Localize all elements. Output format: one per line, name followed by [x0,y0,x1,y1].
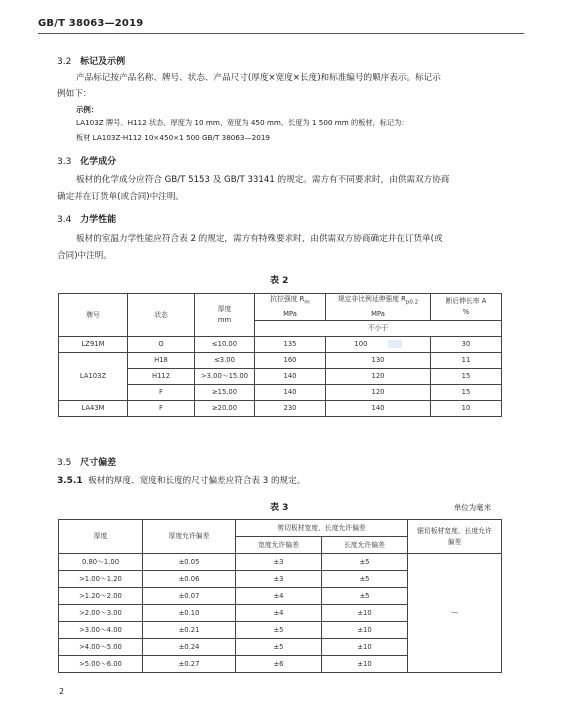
section-number: 3.5.1 [57,476,83,486]
cell-tensile: 135 [255,337,326,353]
header-not-less-than: 不小于 [255,321,502,337]
cell-elongation: 30 [431,337,502,353]
section-3-4-paragraph-line1: 板材的室温力学性能应符合表 2 的规定，需方有特殊要求时，由供需双方协商确定并在订货单(或 [76,234,443,244]
cell-yield: 140 [326,401,431,417]
cell-thickness: >1.20～2.00 [59,588,143,605]
cell-thickness-tolerance: ±0.27 [143,656,236,673]
cell-elongation: 15 [431,385,502,401]
section-3-4-heading [57,212,116,225]
cell-thickness: >1.00～1.20 [59,571,143,588]
table-header-row [59,294,502,321]
example-label: 示例： [76,105,99,114]
cell-length-tolerance: ±5 [322,588,408,605]
cell-yield: 120 [326,385,431,401]
selection-highlight [388,340,402,348]
table-row [59,337,502,353]
cell-thickness: >3.00～15.00 [195,369,255,385]
cell-width-tolerance: ±5 [236,639,322,656]
header-width-tolerance: 宽度允许偏差 [236,537,322,554]
cell-width-tolerance: ±6 [236,656,322,673]
cell-state: F [128,401,195,417]
cell-thickness: ≥15.00 [195,385,255,401]
table-row [59,401,502,417]
header-thickness: 厚度 [59,520,143,554]
section-number: 3.2 [57,57,72,67]
cell-tensile: 140 [255,385,326,401]
cell-thickness-tolerance: ±0.07 [143,588,236,605]
header-shear-tolerance: 剪切板材宽度、长度允许偏差 [236,520,408,537]
section-3-3-heading [57,154,116,167]
section-3-5-1-line [57,474,305,486]
cell-elongation: 11 [431,353,502,369]
cell-tensile: 140 [255,369,326,385]
header-elongation: 断后伸长率 A % [431,294,502,321]
section-3-5-heading [57,455,116,468]
cell-grade: LA43M [59,401,128,417]
section-3-3-paragraph-line1: 板材的化学成分应符合 GB/T 5153 及 GB/T 33141 的规定。需方有不同要求时，由供需双方协商 [76,175,450,185]
section-title: 尺寸偏差 [80,458,117,468]
header-length-tolerance: 长度允许偏差 [322,537,408,554]
table-header-row [59,520,502,537]
cell-elongation: 10 [431,401,502,417]
header-thickness: 厚度 mm [195,294,255,337]
cell-state: H112 [128,369,195,385]
cell-width-tolerance: ±3 [236,571,322,588]
section-number: 3.5 [57,458,72,468]
table-row [59,353,502,369]
header-yield: 规定非比例延伸强度 $R_{p0.2}$ MPa [326,294,431,321]
cell-thickness: >4.00～5.00 [59,639,143,656]
header-tensile: 抗拉强度 $R_m$ MPa [255,294,326,321]
cell-thickness: >2.00～3.00 [59,605,143,622]
header-saw-tolerance: 锯切板材宽度、长度允许偏差 [408,520,502,554]
cell-thickness: >5.00～6.00 [59,656,143,673]
cell-width-tolerance: ±3 [236,554,322,571]
cell-length-tolerance: ±10 [322,639,408,656]
cell-length-tolerance: ±5 [322,554,408,571]
dimension-tolerance-table [58,519,502,673]
cell-thickness-tolerance: ±0.06 [143,571,236,588]
cell-state: F [128,385,195,401]
page-number: 2 [59,687,65,696]
cell-thickness: >3.00～4.00 [59,622,143,639]
table-3-unit-note: 单位为毫米 [454,503,491,512]
section-title: 力学性能 [80,215,117,225]
cell-state: H18 [128,353,195,369]
header-thickness-tolerance: 厚度允许偏差 [143,520,236,554]
table-2-caption: 表 2 [270,276,289,286]
cell-length-tolerance: ±10 [322,622,408,639]
cell-thickness-tolerance: ±0.05 [143,554,236,571]
cell-length-tolerance: ±5 [322,571,408,588]
cell-width-tolerance: ±5 [236,622,322,639]
cell-tensile: 160 [255,353,326,369]
cell-thickness: ≥20.00 [195,401,255,417]
cell-thickness-tolerance: ±0.24 [143,639,236,656]
cell-length-tolerance: ±10 [322,656,408,673]
cell-length-tolerance: ±10 [322,605,408,622]
section-3-5-1-text: 板材的厚度、宽度和长度的尺寸偏差应符合表 3 的规定。 [88,476,306,486]
cell-thickness-tolerance: ±0.21 [143,622,236,639]
section-3-2-paragraph-line1: 产品标记按产品名称、牌号、状态、产品尺寸(厚度×宽度×长度)和标准编号的顺序表示。标记示 [76,73,441,83]
section-title: 化学成分 [80,157,117,167]
cell-width-tolerance: ±4 [236,605,322,622]
cell-yield: 130 [326,353,431,369]
cell-grade: LA103Z [59,353,128,401]
cell-yield: 120 [326,369,431,385]
table-row [59,554,502,571]
cell-state: O [128,337,195,353]
cell-thickness-tolerance: ±0.10 [143,605,236,622]
cell-thickness: ≤3.00 [195,353,255,369]
mechanical-properties-table [58,293,502,417]
cell-yield: 100 [326,337,431,353]
section-number: 3.4 [57,215,72,225]
section-3-2-paragraph-line2: 例如下： [57,89,92,99]
cell-grade: LZ91M [59,337,128,353]
section-title: 标记及示例 [80,57,126,67]
section-3-2-heading [57,54,125,67]
example-line2: 板材 LA103Z-H112 10×450×1 500 GB/T 38063—2019 [76,133,270,142]
header-grade: 牌号 [59,294,128,337]
cell-thickness: ≤10.00 [195,337,255,353]
header-rule [38,33,524,34]
cell-saw-tolerance: — [408,554,502,673]
cell-thickness: 0.80～1.00 [59,554,143,571]
example-line1: LA103Z 牌号、H112 状态、厚度为 10 mm、宽度为 450 mm、长度为 1 500 mm 的板材，标记为： [76,118,409,127]
cell-elongation: 15 [431,369,502,385]
section-number: 3.3 [57,157,72,167]
header-state: 状态 [128,294,195,337]
section-3-4-paragraph-line2: 合同)中注明。 [57,251,112,261]
cell-width-tolerance: ±4 [236,588,322,605]
section-3-3-paragraph-line2: 确定并在订货单(或合同)中注明。 [57,192,185,202]
standard-number-header: GB/T 38063—2019 [38,18,144,29]
cell-tensile: 230 [255,401,326,417]
table-3-caption: 表 3 [270,503,289,513]
